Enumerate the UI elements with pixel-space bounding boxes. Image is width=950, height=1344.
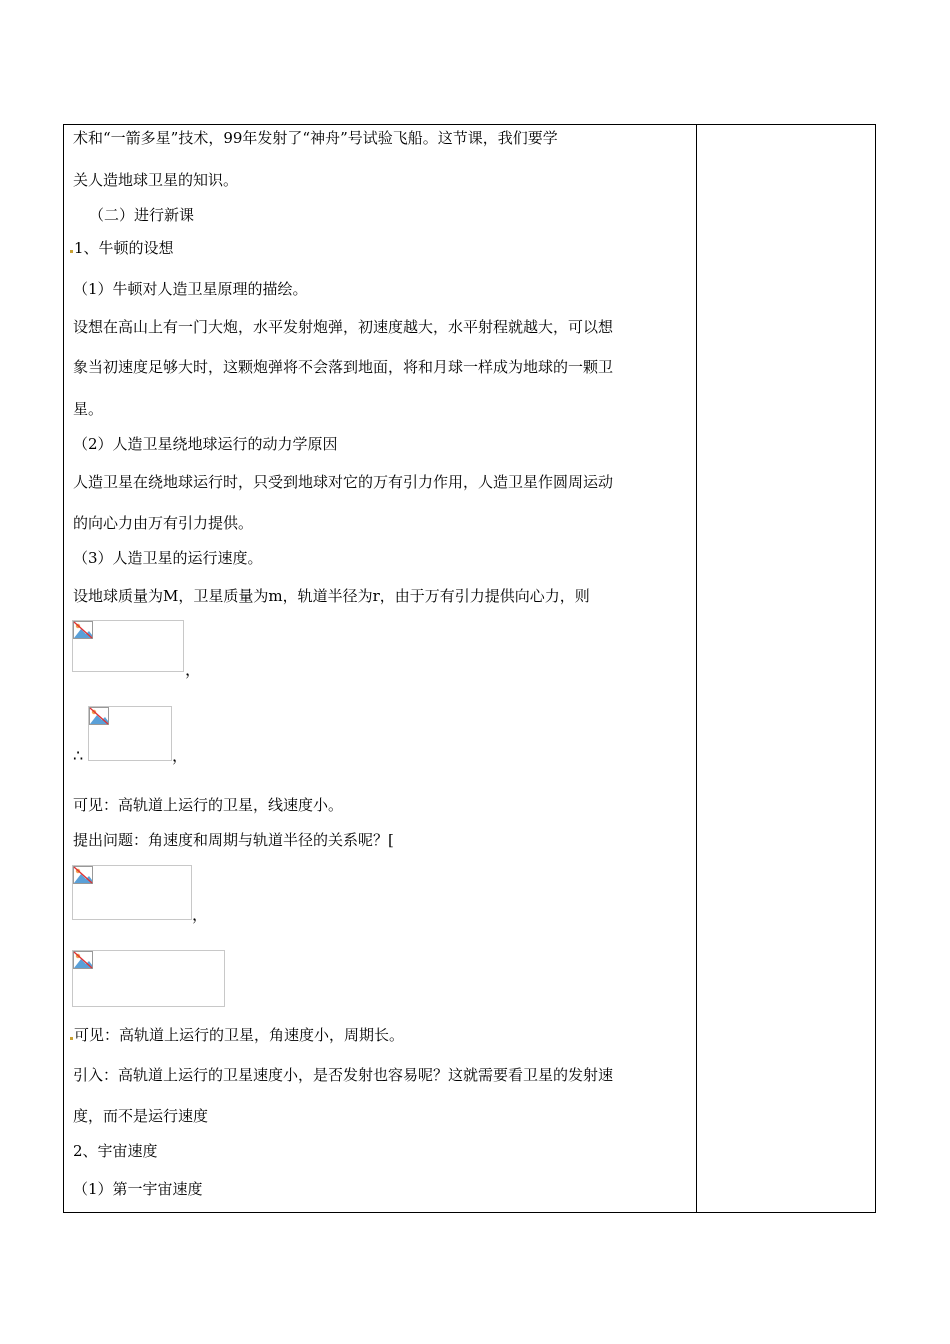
formula-comma-3: ， [192,905,209,924]
point-2-heading: （2）人造卫星绕地球运行的动力学原因 [73,435,338,453]
formula-comma-1: ， [185,660,202,679]
edit-mark [70,250,73,253]
column-divider [696,125,697,1212]
broken-image-icon [73,951,93,969]
broken-image-icon [73,866,93,884]
point-1-heading: （1）牛顿对人造卫星原理的描绘。 [73,280,308,298]
text-line-1: 术和“一箭多星”技术，99年发射了“神舟”号试验飞船。这节课，我们要学 [73,129,558,147]
point-3-heading: （3）人造卫星的运行速度。 [73,549,263,567]
broken-image-icon [89,707,109,725]
conclusion-line-1: 可见：高轨道上运行的卫星，线速度小。 [73,796,344,814]
edit-mark [70,1037,73,1040]
text-line-8: 星。 [73,400,104,418]
formula-image-3 [72,865,192,920]
subsection-heading-2: 2、宇宙速度 [73,1142,158,1160]
text-line-7: 象当初速度足够大时，这颗炮弹将不会落到地面，将和月球一样成为地球的一颗卫 [73,358,614,376]
question-line: 提出问题：角速度和周期与轨道半径的关系呢？[ [73,831,394,849]
therefore-symbol: ∴ [73,746,84,765]
text-line-6: 设想在高山上有一门大炮，水平发射炮弹，初速度越大，水平射程就越大，可以想 [73,318,614,336]
broken-image-icon [73,621,93,639]
text-line-17: 引入：高轨道上运行的卫星速度小，是否发射也容易呢？这就需要看卫星的发射速 [73,1066,614,1084]
text-line-10: 人造卫星在绕地球运行时，只受到地球对它的万有引力作用，人造卫星作圆周运动 [73,473,614,491]
subsection-heading-1: 1、牛顿的设想 [70,238,174,258]
formula-comma-2: ， [172,746,189,765]
conclusion-line-2: 可见：高轨道上运行的卫星，角速度小，周期长。 [70,1025,404,1045]
text-line-11: 的向心力由万有引力提供。 [73,514,254,532]
text-line-13: 设地球质量为M，卫星质量为m，轨道半径为r，由于万有引力提供向心力，则 [73,587,590,605]
formula-image-2 [88,706,172,761]
text-line-2: 关人造地球卫星的知识。 [73,171,239,189]
formula-image-4 [72,950,225,1007]
formula-image-1 [72,620,184,672]
text-line-18: 度，而不是运行速度 [73,1107,209,1125]
section-heading: （二）进行新课 [89,206,195,224]
point-heading-cosmic-1: （1）第一宇宙速度 [73,1180,203,1198]
